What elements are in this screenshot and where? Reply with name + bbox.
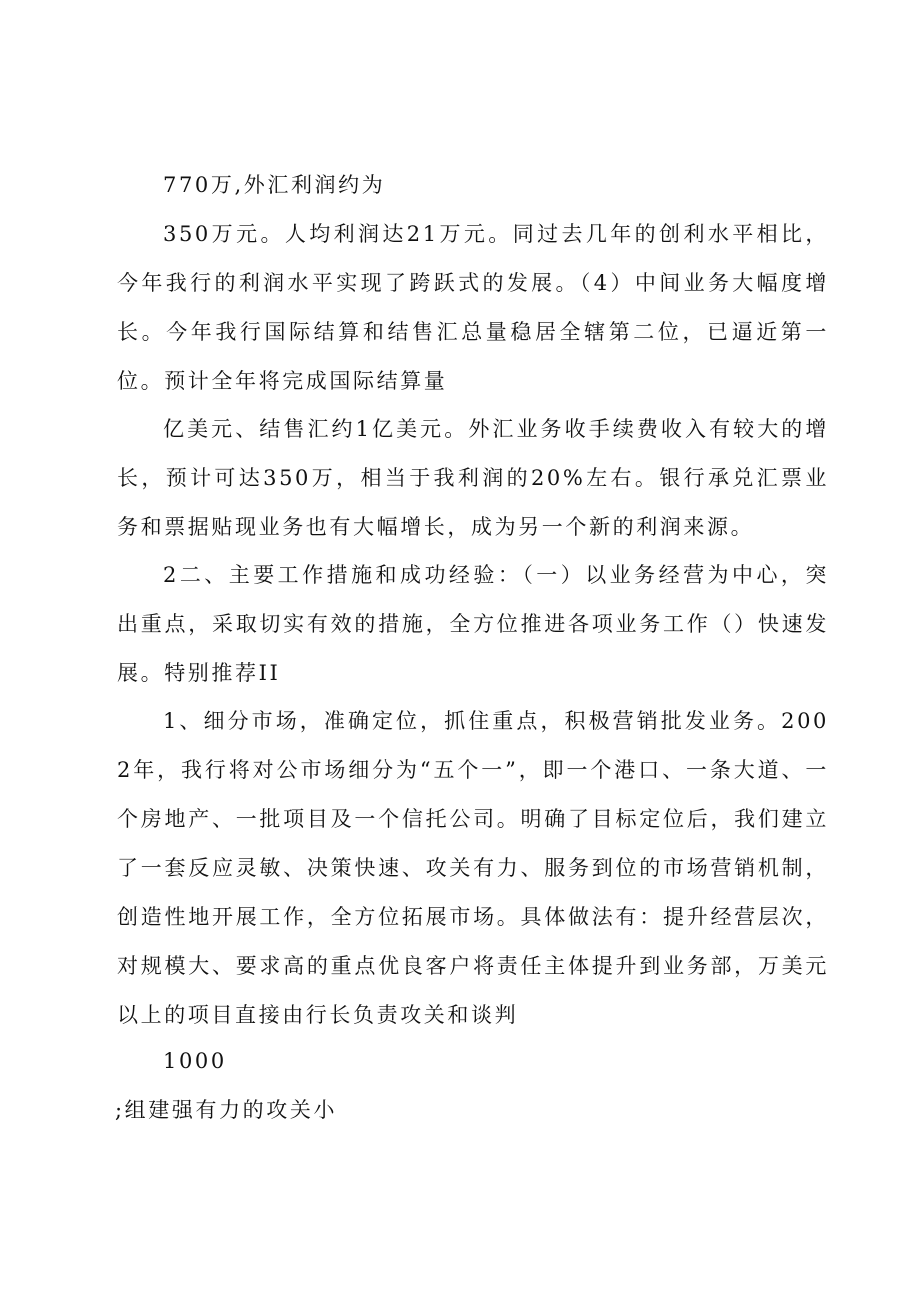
paragraph-5: 1、细分市场，准确定位，抓住重点，积极营销批发业务。2002年，我行将对公市场细分为“五个一”，即一个港口、一条大道、一个房地产、一批项目及一个信托公司。明确了目标定位后，我们建立了一套反应灵敏、决策快速、攻关有力、服务到位的市场营销机制，创造性地开展工作，全方位拓展市场。具体做法有：提升经营层次，对规模大、要求高的重点优良客户将责任主体提升到业务部，万美元以上的项目直接由行长负责攻关和谈判: [117, 709, 829, 1027]
paragraph-2: 350万元。人均利润达21万元。同过去几年的创利水平相比，今年我行的利润水平实现了跨跃式的发展。（4）中间业务大幅度增长。今年我行国际结算和结售汇总量稳居全辖第二位，已逼近第一位。预计全年将完成国际结算量: [117, 222, 829, 393]
paragraph-6: 1000: [163, 1049, 227, 1073]
paragraph-3: 亿美元、结售汇约1亿美元。外汇业务收手续费收入有较大的增长，预计可达350万，相当于我利润的20%左右。银行承兑汇票业务和票据贴现业务也有大幅增长，成为另一个新的利润来源。: [117, 417, 829, 539]
paragraph-4: 2二、主要工作措施和成功经验：（一）以业务经营为中心，突出重点，采取切实有效的措施，全方位推进各项业务工作（）快速发展。特别推荐II: [117, 563, 829, 685]
paragraph-7: ;组建强有力的攻关小: [115, 1098, 338, 1122]
paragraph-1: 770万,外汇利润约为: [163, 173, 386, 197]
